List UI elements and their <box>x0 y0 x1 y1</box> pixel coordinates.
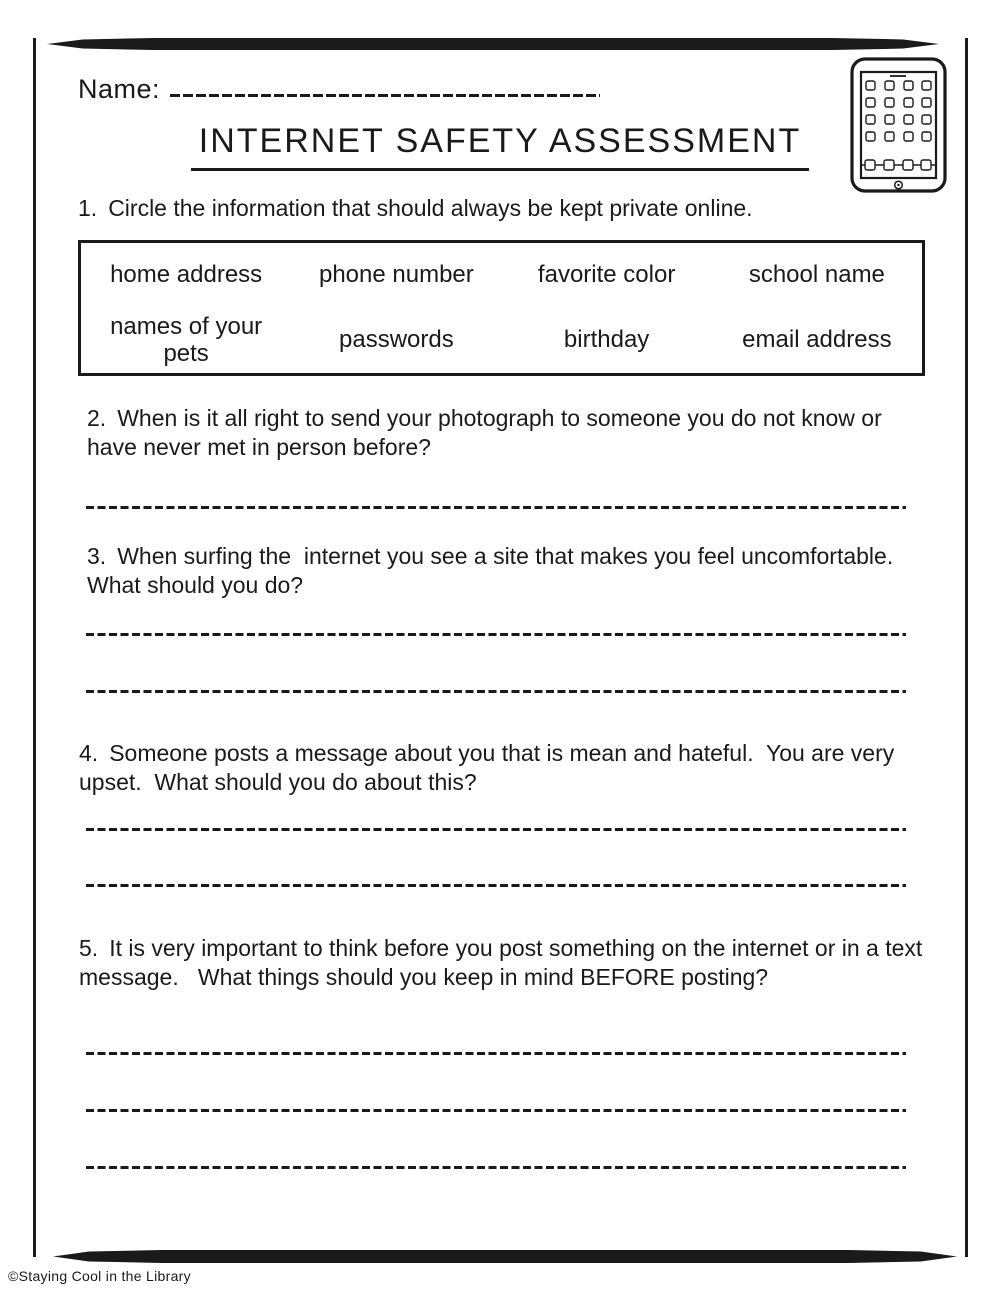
question-4-number: 4. <box>79 740 99 766</box>
question-1-number: 1. <box>78 195 98 221</box>
page-border-left <box>33 38 36 1257</box>
name-input-line[interactable] <box>170 94 600 97</box>
answer-line-q5-3[interactable] <box>86 1166 906 1169</box>
word-bank-item-email-address[interactable]: email address <box>742 326 892 354</box>
copyright-credit: ©Staying Cool in the Library <box>8 1268 191 1284</box>
word-bank-item-phone-number[interactable]: phone number <box>318 261 474 289</box>
word-bank-item-favorite-color[interactable]: favorite color <box>537 261 676 289</box>
question-2 <box>87 404 925 462</box>
word-bank-item-passwords[interactable]: passwords <box>339 326 454 354</box>
question-5-text: It is very important to think before you post something on the internet or in a text message. What things should you keep in mind BEFORE posting? <box>79 935 929 990</box>
page-border-bottom <box>53 1250 957 1263</box>
question-3-text: When surfing the internet you see a site that makes you feel uncomfortable. What should you do? <box>87 543 907 598</box>
answer-line-q2-1[interactable] <box>86 506 906 509</box>
word-bank <box>78 240 925 376</box>
name-label: Name: <box>78 74 161 104</box>
answer-line-q5-2[interactable] <box>86 1109 906 1112</box>
question-1-text: Circle the information that should always be kept private online. <box>108 195 753 221</box>
question-3-number: 3. <box>87 543 107 569</box>
question-2-number: 2. <box>87 405 107 431</box>
word-bank-item-school-name[interactable]: school name <box>748 261 885 289</box>
page-border-right <box>965 38 968 1257</box>
answer-line-q3-1[interactable] <box>86 633 906 636</box>
page-border-top <box>47 38 939 50</box>
question-3 <box>87 542 925 600</box>
answer-line-q4-1[interactable] <box>86 828 906 831</box>
word-bank-item-names-of-pets[interactable]: names of your pets <box>110 312 263 367</box>
answer-line-q5-1[interactable] <box>86 1052 906 1055</box>
word-bank-item-home-address[interactable]: home address <box>110 261 263 289</box>
answer-line-q3-2[interactable] <box>86 690 906 693</box>
question-4-text: Someone posts a message about you that is mean and hateful. You are very upset. What should you do about this? <box>79 740 901 795</box>
question-4 <box>79 739 926 797</box>
question-2-text: When is it all right to send your photograph to someone you do not know or have never met in person before? <box>87 405 889 460</box>
tablet-icon <box>850 57 947 193</box>
question-5 <box>79 934 929 992</box>
name-row <box>78 74 600 105</box>
question-1 <box>78 194 944 223</box>
answer-line-q4-2[interactable] <box>86 884 906 887</box>
question-5-number: 5. <box>79 935 99 961</box>
word-bank-item-birthday[interactable]: birthday <box>563 326 650 354</box>
page-title: INTERNET SAFETY ASSESSMENT <box>191 122 809 171</box>
